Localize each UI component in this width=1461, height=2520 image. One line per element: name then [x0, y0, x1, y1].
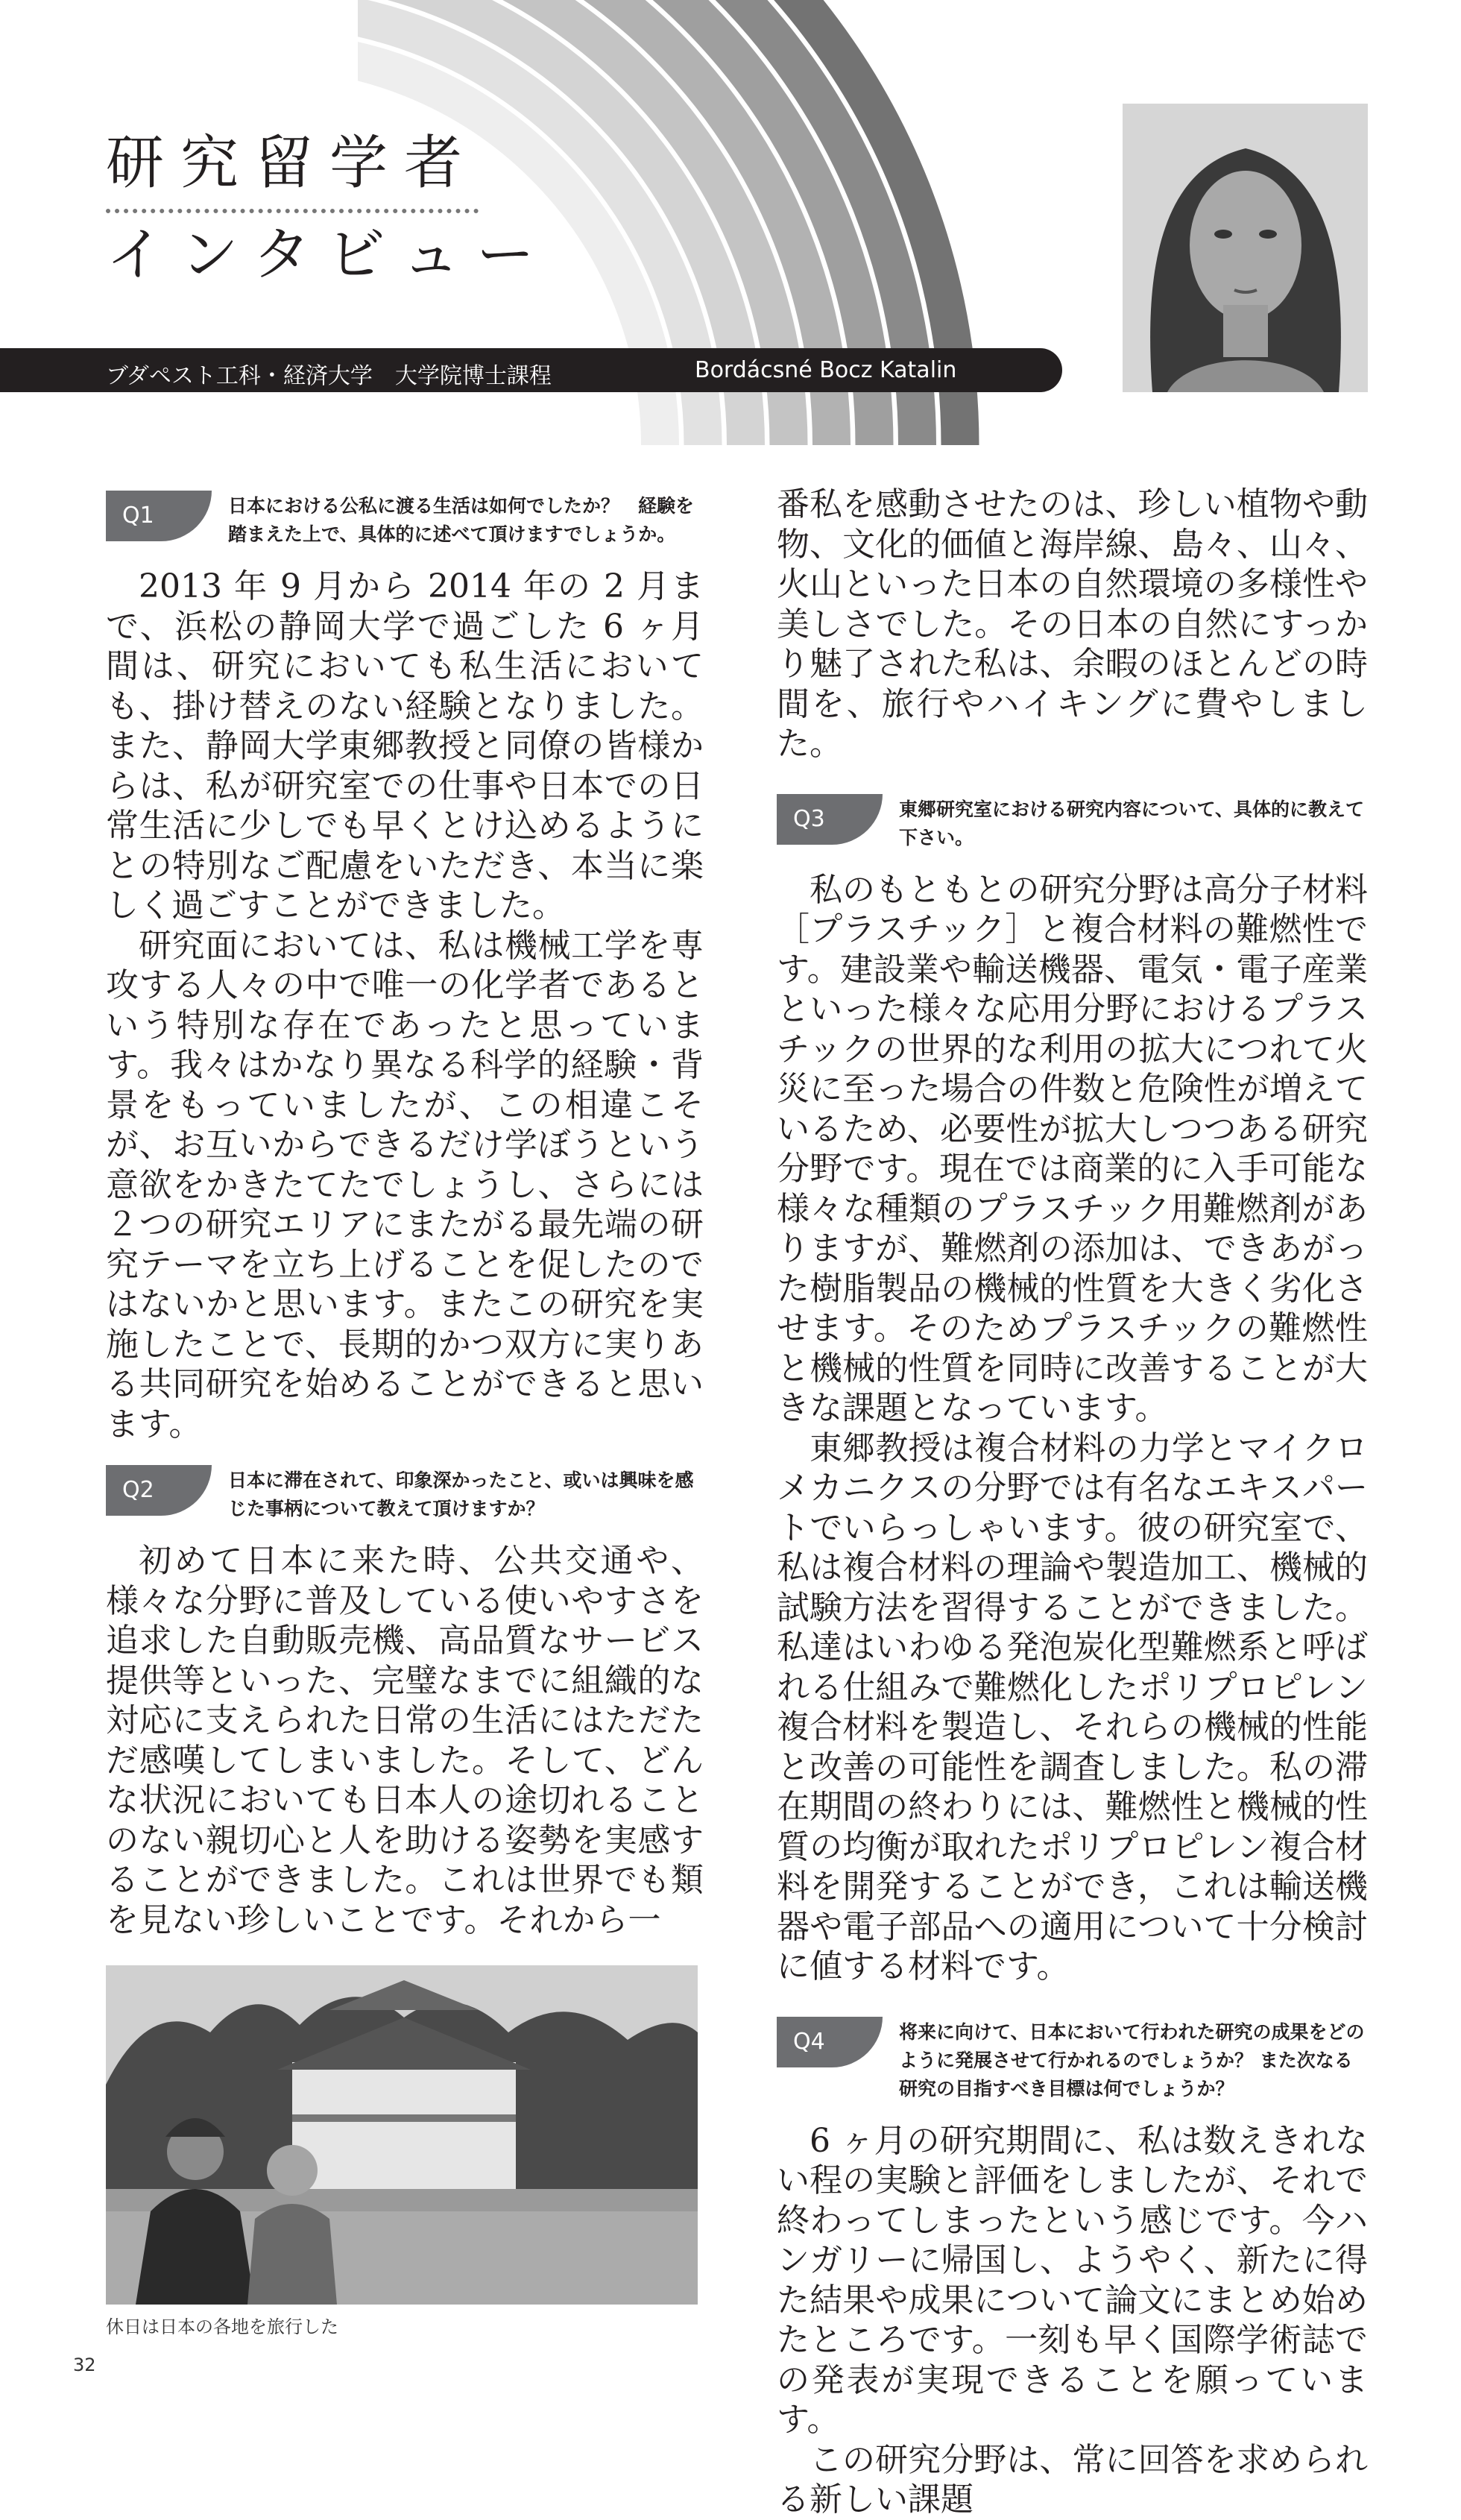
q2-text: 日本に滞在されて、印象深かったこと、或いは興味を感じた事柄について教えて頂けますか？	[228, 1470, 694, 1519]
answer-q2-continued	[777, 485, 1368, 764]
question-q1	[106, 491, 704, 549]
right-column	[777, 485, 1368, 2520]
question-q2	[106, 1465, 704, 1523]
page-title-line1: 研究留学者	[106, 130, 479, 197]
answer-q1	[106, 567, 704, 1444]
paragraph: 東郷教授は複合材料の力学とマイクロメカニクスの分野では有名なエキスパートでいらっしゃいます。彼の研究室で、私は複合材料の理論や製造加工、機械的試験方法を習得することができました。私達はいわゆる発泡炭化型難燃系と呼ばれる仕組みで難燃化したポリプロピレン複合材料を製造し、それらの機械的性能と改善の可能性を調査しました。私の滞在期間の終わりには、難燃性と機械的性質の均衡が取れたポリプロピレン複合材料を開発することができ，これは輸送機器や電子部品への適用について十分検討に値する材料です。	[777, 1428, 1368, 1985]
paragraph: 初めて日本に来た時、公共交通や、様々な分野に普及している使いやすさを追求した自動販売機、高品質なサービス提供等といった、完璧なまでに組織的な対応に支えられた日常の生活にはただただ感嘆してしまいました。そして、どんな状況においても日本人の途切れることのない親切心と人を助ける姿勢を実感することができました。これは世界でも類を見ない珍しいことです。それから一	[106, 1542, 704, 1939]
page-title-line2: インタビュー	[106, 221, 551, 289]
paragraph: 番私を感動させたのは、珍しい植物や動物、文化的価値と海岸線、島々、山々、火山といった日本の自然環境の多様性や美しさでした。その日本の自然にすっかり魅了された私は、余暇のほとんどの時間を、旅行やハイキングに費やしました。	[777, 485, 1368, 763]
portrait-photo	[1123, 104, 1368, 392]
answer-q3	[777, 870, 1368, 1987]
title-divider	[106, 209, 479, 213]
q4-badge: Q4	[777, 2017, 883, 2067]
q2-badge: Q2	[106, 1465, 212, 1516]
q3-text: 東郷研究室における研究内容について、具体的に教えて下さい。	[899, 798, 1365, 848]
photo-caption: 休日は日本の各地を旅行した	[106, 2316, 338, 2337]
page-number: 32	[73, 2354, 96, 2375]
name-bar	[0, 348, 1062, 392]
question-q3	[777, 794, 1368, 852]
paragraph: 2013 年 9 月から 2014 年の 2 月まで、浜松の静岡大学で過ごした 6 ヶ月間は、研究においても私生活においても、掛け替えのない経験となりました。また、静岡大学東郷教授と同僚の皆様からは、私が研究室での仕事や日本での日常生活に少しでも早くとけ込めるようにとの特別なご配慮をいただき、本当に楽しく過ごすことができました。	[106, 567, 704, 924]
q4-text: 将来に向けて、日本において行われた研究の成果をどのように発展させて行かれるのでしょうか？ また次なる研究の目指すべき目標は何でしょうか？	[899, 2020, 1365, 2100]
question-q4	[777, 2017, 1368, 2103]
paragraph: 研究面においては、私は機械工学を専攻する人々の中で唯一の化学者であるという特別な存在であったと思っています。我々はかなり異なる科学的経験・背景をもっていましたが、この相違こそが、お互いからできるだけ学ぼうという意欲をかきたてたでしょうし、さらには２つの研究エリアにまたがる最先端の研究テーマを立ち上げることを促したのではないかと思います。またこの研究を実施したことで、長期的かつ双方に実りある共同研究を始めることができると思います。	[106, 926, 704, 1443]
paragraph: 私のもともとの研究分野は高分子材料［プラスチック］と複合材料の難燃性です。建設業や輸送機器、電気・電子産業といった様々な応用分野におけるプラスチックの世界的な利用の拡大につれて火災に至った場合の件数と危険性が増えているため、必要性が拡大しつつある研究分野です。現在では商業的に入手可能な様々な種類のプラスチック用難燃剤がありますが、難燃剤の添加は、できあがった樹脂製品の機械的性質を大きく劣化させます。そのためプラスチックの難燃性と機械的性質を同時に改善することが大きな課題となっています。	[777, 870, 1368, 1427]
researcher-name: Bordácsné Bocz Katalin	[695, 357, 957, 383]
affiliation: ブダペスト工科・経済大学 大学院博士課程	[106, 363, 552, 389]
q1-badge: Q1	[106, 491, 212, 541]
travel-photo	[106, 1965, 698, 2305]
paragraph: この研究分野は、常に回答を求められる新しい課題	[777, 2440, 1368, 2519]
answer-q2	[106, 1541, 704, 1940]
q1-text: 日本における公私に渡る生活は如何でしたか？ 経験を踏まえた上で、具体的に述べて頂けますでしょうか。	[228, 495, 695, 545]
left-column	[73, 485, 704, 2375]
answer-q4	[777, 2121, 1368, 2520]
q3-badge: Q3	[777, 794, 883, 845]
paragraph: 6 ヶ月の研究期間に、私は数えきれない程の実験と評価をしましたが、それで終わってしまったという感じです。今ハンガリーに帰国し、ようやく、新たに得た結果や成果について論文にまとめ始めたところです。一刻も早く国際学術誌での発表が実現できることを願っています。	[777, 2121, 1368, 2439]
